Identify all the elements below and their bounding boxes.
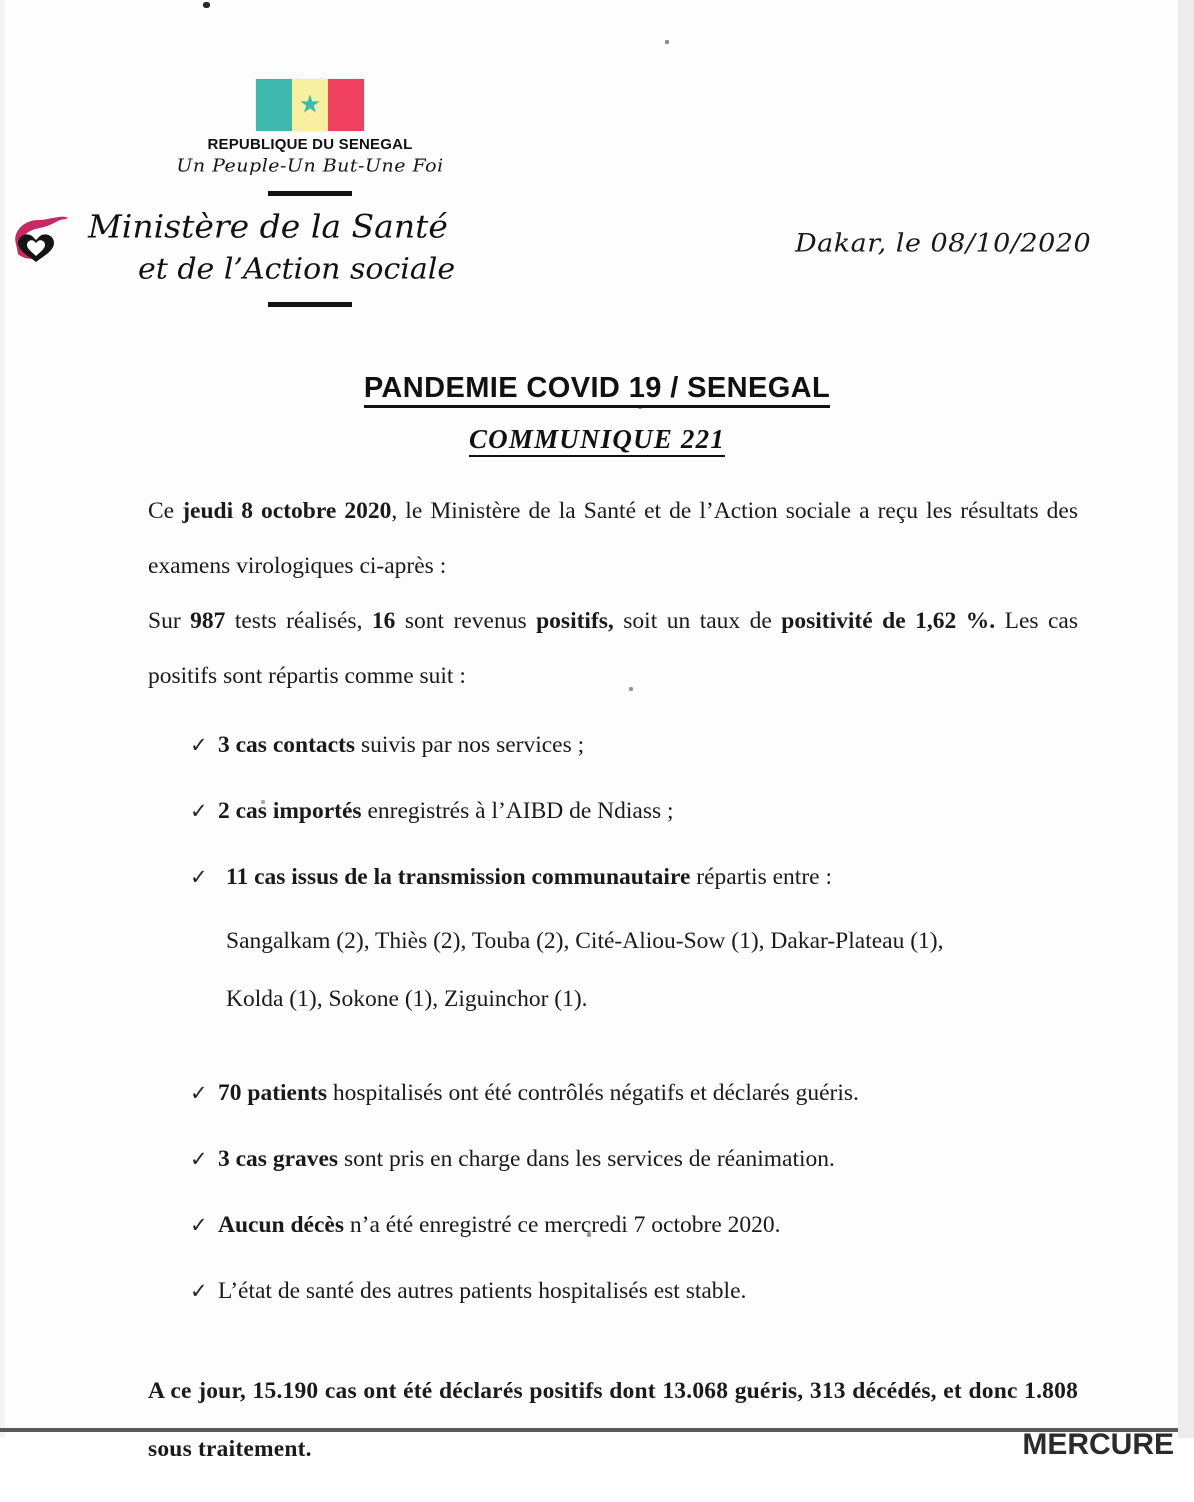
scan-bottom-text-artifact: MERCURE: [1022, 1428, 1174, 1461]
national-motto: Un Peuple-Un But-Une Foi: [176, 155, 444, 177]
page-subtitle: [0, 424, 1194, 455]
page-title: [0, 372, 1194, 405]
check-icon: ✓: [190, 1147, 208, 1171]
stats-p2: tests réalisés,: [225, 608, 372, 634]
stats-p5: [906, 608, 915, 634]
summary-p3: guéris,: [728, 1378, 810, 1404]
intro-prefix: Ce: [148, 498, 183, 524]
stats-paragraph: [148, 594, 1078, 704]
bullet2-bold-2: Aucun décès: [218, 1212, 344, 1238]
summary-p1: A ce jour,: [148, 1378, 253, 1404]
list-item: [148, 1266, 1078, 1316]
ministry-name-block: [0, 210, 620, 286]
scan-bottom-line: [0, 1428, 1178, 1432]
tests-count: 987: [190, 608, 226, 634]
summary-p2: cas ont été déclarés positifs dont: [318, 1378, 663, 1404]
bullet2-rest-1: sont pris en charge dans les services de réanimation.: [338, 1146, 835, 1172]
intro-rest: , le Ministère de la Santé et de l’Action sociale a reçu les résultats des examens virologiques ci-après :: [148, 498, 1078, 579]
intro-paragraph: [148, 484, 1078, 594]
positive-count: 16: [371, 608, 396, 634]
stats-p3: sont revenus: [395, 608, 537, 634]
republic-label: REPUBLIQUE DU SENEGAL: [207, 136, 413, 153]
page-title-text: PANDEMIE COVID 19 / SENEGAL: [364, 372, 830, 408]
list-item: [148, 852, 1078, 902]
positivity-label: positivité de: [781, 608, 906, 634]
scan-speck: [203, 2, 210, 8]
bullet2-bold-0: 70 patients: [218, 1080, 328, 1106]
bullet-rest-1: enregistrés à l’AIBD de Ndiass ;: [361, 798, 674, 824]
date-line: Dakar, le 08/10/2020: [795, 228, 1092, 259]
list-item: [148, 786, 1078, 836]
case-breakdown-list: [148, 720, 1078, 1316]
flag-band-green: [256, 79, 292, 131]
bullet-rest-0: suivis par nos services ;: [355, 732, 585, 758]
bullet2-bold-1: 3 cas graves: [218, 1146, 339, 1172]
bullet2-rest-2: n’a été enregistré ce mercredi 7 octobre 2020.: [344, 1212, 781, 1238]
list-item: [148, 1134, 1078, 1184]
positifs-word: positifs,: [536, 608, 614, 634]
scan-speck: [665, 40, 669, 44]
summary-p5: sous traitement.: [148, 1436, 312, 1462]
localities-line-2: Kolda (1), Sokone (1), Ziguinchor (1).: [226, 986, 588, 1012]
list-item: [148, 1200, 1078, 1250]
bullet-bold-0: 3 cas contacts: [218, 732, 356, 758]
bullet-rest-2: répartis entre :: [690, 864, 832, 890]
letterhead: [0, 78, 620, 307]
intro-date-bold: jeudi 8 octobre 2020: [182, 498, 392, 524]
recovered-total: 13.068: [662, 1378, 729, 1404]
localities-block: [148, 912, 1078, 1028]
check-icon: ✓: [190, 865, 208, 889]
bullet2-rest-3: L’état de santé des autres patients hospitalisés est stable.: [218, 1278, 747, 1304]
flag-star-icon: ★: [298, 91, 322, 119]
divider-rule-bottom: [268, 302, 352, 307]
list-item: [148, 720, 1078, 770]
cumulative-cases: 15.190: [252, 1378, 319, 1404]
stats-p4: soit un taux de: [613, 608, 782, 634]
scan-margin-right: [1178, 0, 1194, 1438]
localities-line-1: Sangalkam (2), Thiès (2), Touba (2), Cité-Aliou-Sow (1), Dakar-Plateau (1),: [226, 928, 944, 954]
page-subtitle-text: COMMUNIQUE 221: [469, 424, 725, 457]
bullet2-rest-0: hospitalisés ont été contrôlés négatifs et déclarés guéris.: [327, 1080, 859, 1106]
cumulative-summary: [148, 1362, 1078, 1478]
summary-p4: décédés, et donc: [845, 1378, 1025, 1404]
ministry-title-line1: Ministère de la Santé: [88, 208, 448, 246]
bullet-bold-1: 2 cas importés: [218, 798, 362, 824]
ministry-title-line2: et de l’Action sociale: [138, 252, 456, 286]
stats-p1: Sur: [148, 608, 191, 634]
flag-band-red: [328, 79, 364, 131]
senegal-flag-icon: [255, 78, 365, 132]
flag-band-yellow: [292, 79, 328, 131]
check-icon: ✓: [190, 799, 208, 823]
positivity-rate: 1,62 %.: [915, 608, 996, 634]
deaths-total: 313: [809, 1378, 846, 1404]
document-body: [148, 484, 1078, 1502]
list-item: [148, 1068, 1078, 1118]
stats-p6: Les cas positifs sont répartis comme suit :: [148, 608, 1079, 689]
divider-rule-top: [268, 191, 352, 196]
under-treatment-total: 1.808: [1024, 1378, 1079, 1404]
check-icon: ✓: [190, 1081, 208, 1105]
check-icon: ✓: [190, 1279, 208, 1303]
check-icon: ✓: [190, 733, 208, 757]
bullet-bold-2: 11 cas issus de la transmission communautaire: [226, 864, 691, 890]
check-icon: ✓: [190, 1213, 208, 1237]
